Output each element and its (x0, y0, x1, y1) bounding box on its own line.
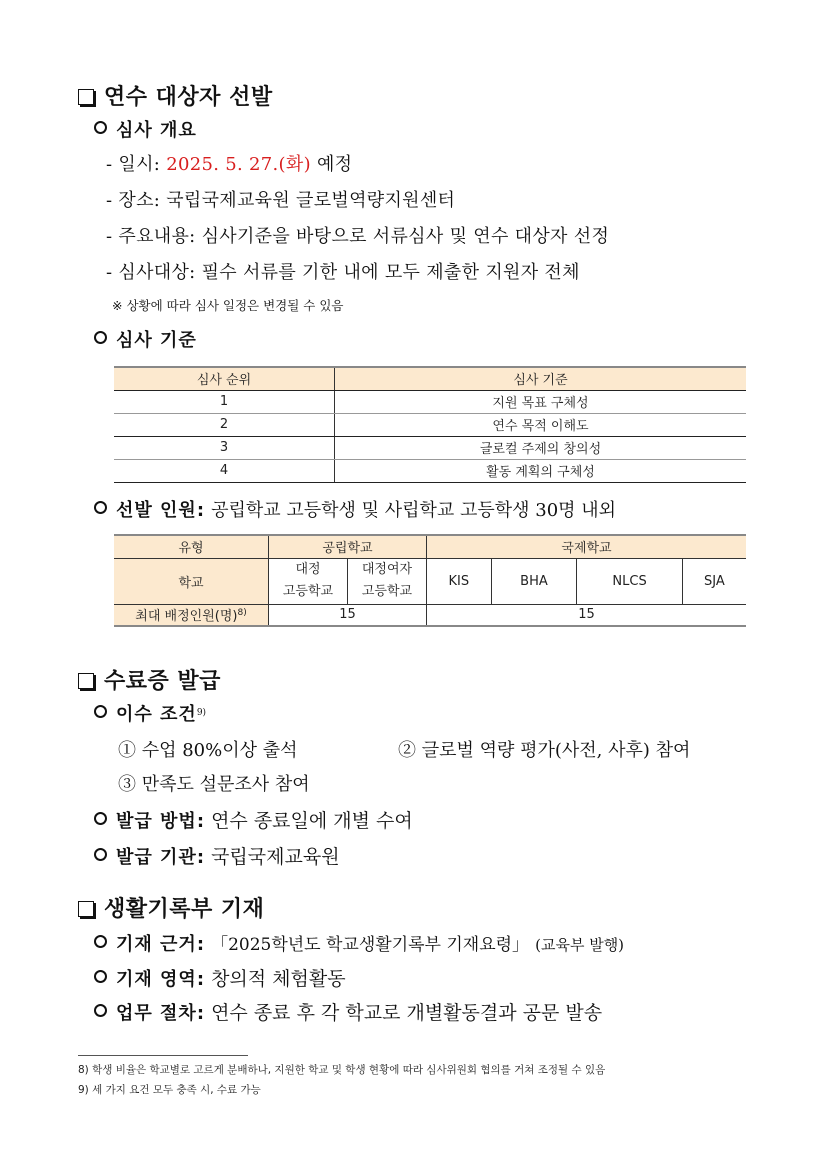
item-label: 주요내용: (118, 226, 196, 247)
public-max-cell: 15 (269, 604, 427, 626)
rank-cell: 3 (114, 436, 335, 459)
table-header-row (114, 535, 746, 558)
item-label: 기재 근거: (116, 934, 206, 955)
rank-cell: 2 (114, 413, 335, 436)
checkbox-square-icon (78, 901, 94, 917)
type-header-cell: 유형 (114, 535, 269, 558)
subheading-quota: 선발 인원: 공립학교 고등학생 및 사립학교 고등학생 30명 내외 (94, 496, 616, 522)
table-header-row (114, 367, 746, 390)
item-label: 일시: (118, 154, 161, 175)
school-cell: NLCS (577, 558, 683, 604)
date-suffix: 예정 (316, 154, 353, 175)
circle-bullet-icon (94, 935, 107, 948)
rank-cell: 1 (114, 390, 335, 413)
circle-bullet-icon (94, 705, 107, 718)
item-value: 연수 종료 후 각 학교로 개별활동결과 공문 발송 (211, 1002, 603, 1024)
overview-item-place: - 장소: 국립국제교육원 글로벌역량지원센터 (106, 190, 456, 211)
subheading-text: 이수 조건 (116, 704, 197, 725)
intl-max-cell: 15 (427, 604, 747, 626)
date-value: 2025. 5. 27.(화) (166, 154, 311, 175)
footnote-divider (78, 1055, 248, 1056)
footnote-marker: 9) (196, 708, 207, 718)
circle-bullet-icon (94, 970, 107, 983)
section-title-certificate (78, 664, 221, 695)
item-value: 창의적 체험활동 (211, 968, 346, 990)
school-name-line: 대정 (295, 562, 321, 577)
footnote-marker: 8) (237, 608, 247, 619)
criteria-table (114, 366, 746, 483)
subheading-text: 선발 인원 (116, 500, 197, 521)
circle-bullet-icon (94, 331, 107, 344)
section-title-selection (78, 80, 273, 111)
subheading-text: 심사 개요 (116, 120, 197, 141)
subheading-text: 심사 기준 (116, 330, 197, 351)
school-cell: KIS (427, 558, 492, 604)
schedule-note: ※ 상황에 따라 심사 일정은 변경될 수 있음 (112, 298, 344, 313)
item-value: 필수 서류를 기한 내에 모두 제출한 지원자 전체 (201, 262, 580, 283)
item-suffix: (교육부 발행) (535, 936, 625, 954)
school-header-cell: 학교 (114, 558, 269, 604)
section-title-record (78, 892, 264, 923)
circle-bullet-icon (94, 848, 107, 861)
school-cell: BHA (491, 558, 577, 604)
overview-item-content: - 주요내용: 심사기준을 바탕으로 서류심사 및 연수 대상자 선정 (106, 226, 610, 247)
item-label: 심사대상: (118, 262, 196, 283)
header-cell: 심사 기준 (335, 367, 747, 390)
criterion-cell: 활동 계획의 구체성 (335, 459, 747, 482)
quota-table (114, 534, 746, 627)
circle-bullet-icon (94, 501, 107, 514)
condition-item: ① 수업 80%이상 출석 (118, 740, 298, 761)
certificate-method (94, 806, 413, 833)
item-value: 연수 종료일에 개별 수여 (211, 810, 413, 832)
table-row-schools (114, 558, 746, 604)
table-row (114, 459, 746, 482)
circle-bullet-icon (94, 812, 107, 825)
certificate-issuer (94, 842, 340, 869)
record-basis (94, 930, 624, 956)
circle-bullet-icon (94, 121, 107, 134)
subheading-conditions (94, 700, 206, 726)
school-cell (269, 558, 348, 604)
school-cell (348, 558, 427, 604)
footnote-9: 9) 세 가지 요건 모두 충족 시, 수료 가능 (78, 1084, 261, 1096)
item-value: 국립국제교육원 (211, 846, 340, 868)
item-label: 기재 영역: (116, 969, 206, 990)
criterion-cell: 지원 목표 구체성 (335, 390, 747, 413)
max-label-cell (114, 604, 269, 626)
record-procedure (94, 998, 602, 1025)
section-title-text: 수료증 발급 (104, 669, 221, 694)
subheading-review-criteria (94, 326, 197, 352)
section-title-text: 연수 대상자 선발 (104, 85, 273, 110)
table-row (114, 436, 746, 459)
circle-bullet-icon (94, 1004, 107, 1017)
school-name-line: 대정여자 (361, 562, 413, 577)
table-row (114, 413, 746, 436)
item-label: 발급 기관: (116, 847, 206, 868)
table-row (114, 390, 746, 413)
subheading-review-overview (94, 116, 197, 142)
section-title-text: 생활기록부 기재 (104, 897, 265, 922)
criterion-cell: 연수 목적 이해도 (335, 413, 747, 436)
overview-item-target: - 심사대상: 필수 서류를 기한 내에 모두 제출한 지원자 전체 (106, 262, 580, 283)
item-value: 국립국제교육원 글로벌역량지원센터 (166, 190, 456, 211)
quota-text: 공립학교 고등학생 및 사립학교 고등학생 30명 내외 (211, 500, 617, 521)
school-cell: SJA (682, 558, 746, 604)
item-label: 업무 절차: (116, 1003, 206, 1024)
overview-item-date: - 일시: 2025. 5. 27.(화) 예정 (106, 154, 353, 175)
condition-item: ③ 만족도 설문조사 참여 (118, 774, 310, 795)
max-label-text: 최대 배정인원(명) (135, 609, 238, 625)
public-header-cell: 공립학교 (269, 535, 427, 558)
item-value: 「2025학년도 학교생활기록부 기재요령」 (211, 935, 530, 955)
condition-item: ② 글로벌 역량 평가(사전, 사후) 참여 (398, 740, 691, 761)
header-cell: 심사 순위 (114, 367, 335, 390)
school-name-line: 고등학교 (361, 584, 413, 599)
record-area (94, 964, 346, 991)
table-row-max (114, 604, 746, 626)
item-label: 장소: (118, 190, 161, 211)
intl-header-cell: 국제학교 (427, 535, 747, 558)
footnote-8: 8) 학생 비율은 학교별로 고르게 분배하나, 지원한 학교 및 학생 현황에 따라 심사위원회 협의를 거쳐 조정될 수 있음 (78, 1064, 606, 1076)
checkbox-square-icon (78, 89, 94, 105)
rank-cell: 4 (114, 459, 335, 482)
checkbox-square-icon (78, 673, 94, 689)
school-name-line: 고등학교 (282, 584, 334, 599)
item-label: 발급 방법: (116, 811, 206, 832)
criterion-cell: 글로컬 주제의 창의성 (335, 436, 747, 459)
item-value: 심사기준을 바탕으로 서류심사 및 연수 대상자 선정 (201, 226, 610, 247)
